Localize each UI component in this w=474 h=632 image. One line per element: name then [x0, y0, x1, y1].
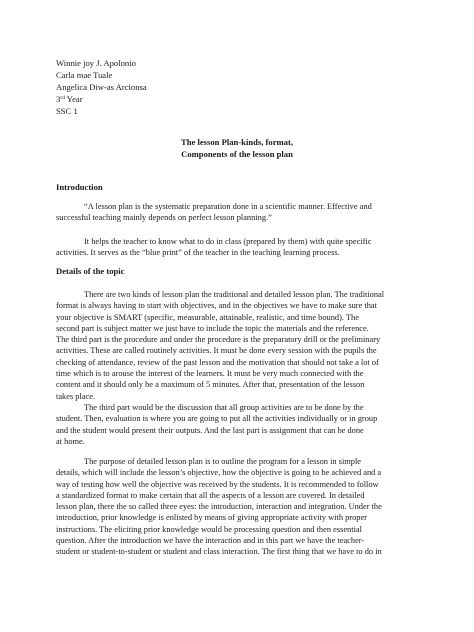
details-paragraph-3: [56, 456, 425, 558]
section: SSC 1: [56, 106, 78, 116]
details-paragraph-1: [56, 289, 425, 402]
text-line: The third part is the procedure and under the procedure is the preparatory drill or the preliminary: [56, 335, 381, 345]
title-line: The lesson Plan-kinds, format,: [181, 137, 293, 147]
text-line: question. After the introduction we have the interaction and in this part we have the teacher-: [56, 536, 365, 546]
title-line: Components of the lesson plan: [181, 149, 293, 159]
text-line: successful teaching mainly depends on perfect lesson planning.”: [56, 213, 272, 223]
author-name: Carla mae Tuale: [56, 70, 113, 80]
text-line: The purpose of detailed lesson plan is to outline the program for a lesson in simple: [84, 457, 362, 466]
year-level: 3rd Year: [56, 94, 83, 104]
text-line: details, which will include the lesson’s objective, how the objective is going to be achieved and a: [56, 468, 382, 478]
text-line: content and it should only be a maximum of 5 minutes. After that, presentation of the lesson: [56, 380, 365, 390]
text-line: a standardized format to make certain that all the aspects of a lesson are covered. In detailed: [56, 490, 365, 500]
text-line: and the student would present their outputs. And the last part is assignment that can be done: [56, 425, 364, 435]
text-line: student or student-to-student or student and class interaction. The first thing that we have to do in: [56, 547, 382, 557]
text-line: way of testing how well the objective was received by the students. It is recommended to follow: [56, 479, 379, 489]
details-paragraph-2: [56, 402, 425, 447]
text-line: second part is subject matter we just have to include the topic the materials and the reference.: [56, 323, 369, 333]
introduction-quote: [56, 201, 425, 224]
text-line: The third part would be the discussion that all group activities are to be done by the: [84, 403, 364, 412]
text-line: student. Then, evaluation is where you are going to put all the activities individually or in group: [56, 414, 378, 424]
author-name: Winnie joy J. Apolonio: [56, 58, 136, 68]
text-line: checking of attendance, review of the past lesson and the motivation that should not take a lot of: [56, 357, 379, 367]
text-line: takes place.: [56, 391, 96, 401]
text-line: lesson plan, there the so called three eyes: the introduction, interaction and integration. Under the: [56, 502, 382, 512]
introduction-heading: Introduction: [56, 182, 103, 192]
author-block: [56, 57, 147, 117]
text-line: activities. These are called routinely activities. It must be done every session with the pupils the: [56, 346, 377, 356]
text-line: It helps the teacher to know what to do in class (prepared by them) with quite specific: [84, 237, 372, 246]
text-line: introduction, prior knowledge is enlisted by means of giving appropriate activity with proper: [56, 513, 367, 523]
text-line: format is always having to start with objectives, and in the objectives we have to make sure that: [56, 301, 377, 311]
text-line: There are two kinds of lesson plan the traditional and detailed lesson plan. The traditional: [84, 290, 385, 299]
text-line: “A lesson plan is the systematic preparation done in a scientific manner. Effective and: [84, 202, 372, 211]
details-heading: Details of the topic: [56, 266, 125, 276]
introduction-paragraph: [56, 236, 425, 259]
author-name: Angelica Diw-as Arcionsa: [56, 82, 147, 92]
text-line: activities. It serves as the “blue print” of the teacher in the teaching learning process.: [56, 248, 340, 258]
text-line: at home.: [56, 436, 85, 446]
document-title: [0, 136, 474, 160]
text-line: your objective is SMART (specific, measurable, attainable, realistic, and time bound). The: [56, 312, 359, 322]
text-line: time which is to arouse the interest of the learners. It must be very much connected with the: [56, 369, 364, 379]
text-line: instructions. The eliciting prior knowledge would be processing question and then essential: [56, 524, 362, 534]
